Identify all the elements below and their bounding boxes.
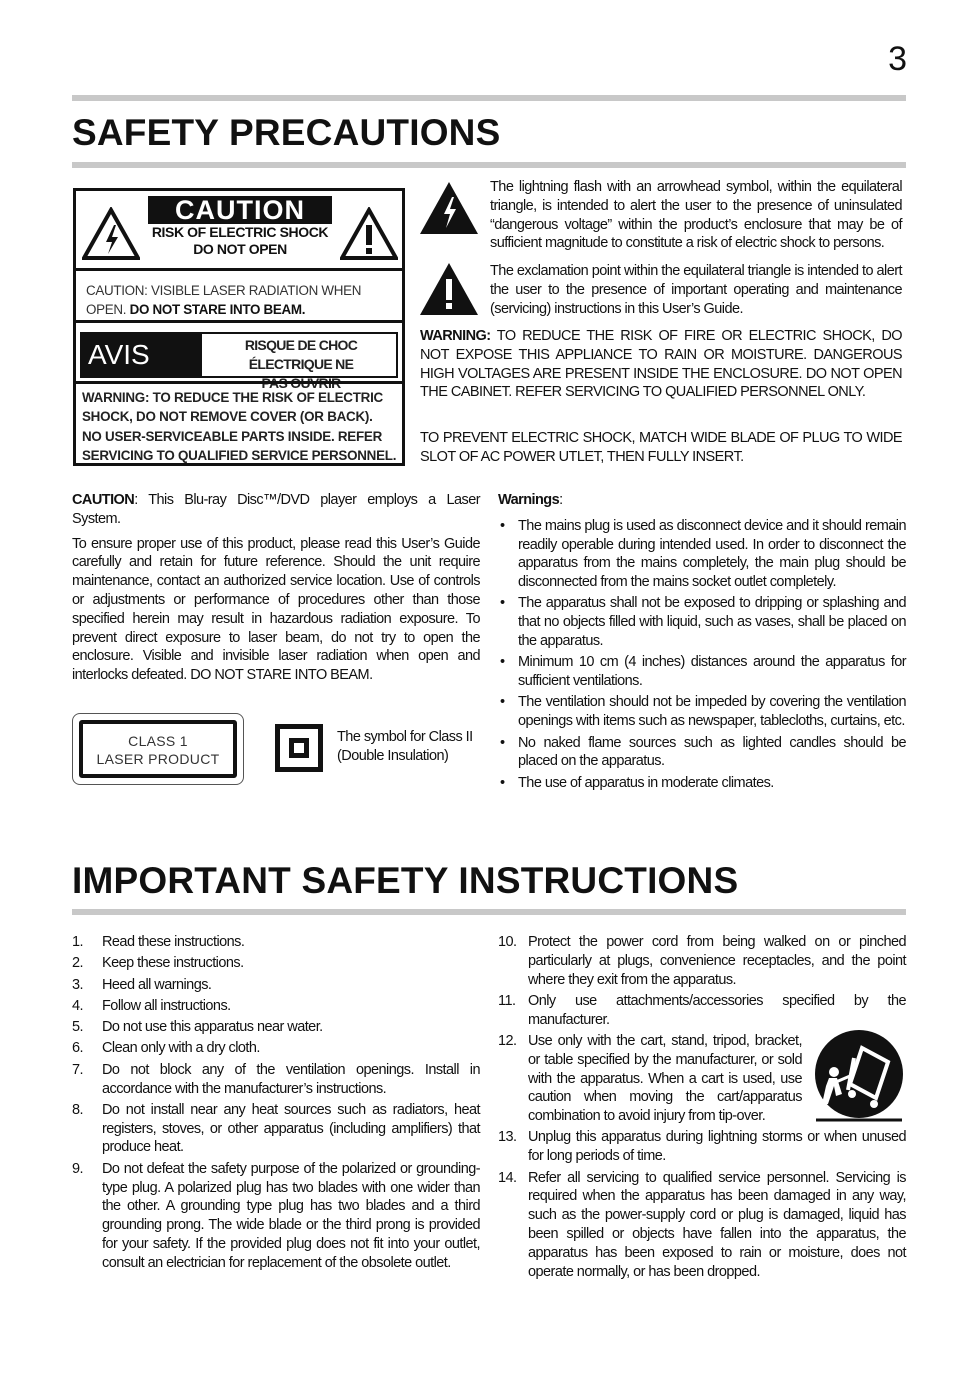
warnings-list xyxy=(498,517,906,793)
lightning-explanation: The lightning flash with an arrowhead symbol, within the equilateral triangle, is intended to alert the user to the presence of uninsulated “dangerous voltage” within the product’s enclosure that may be of sufficient magnitude to constitute a risk of electric shock to persons. xyxy=(490,179,902,252)
instruction-text: Use only with the cart, stand, tripod, bracket, or table specified by the manufacturer, or sold with the apparatus. When a cart is used, use caution when moving the cart/apparatus combination to avoid injury from tip-over. xyxy=(528,1032,802,1125)
caution-sign xyxy=(148,196,332,262)
label-warning-text xyxy=(76,381,402,463)
avis-label: AVIS xyxy=(82,334,202,376)
caution-paragraph xyxy=(72,491,480,529)
instruction-item xyxy=(498,1128,906,1166)
class2-double-insulation-icon xyxy=(275,724,323,772)
warning-item: • No naked flame sources such as lighted candles should be placed on the apparatus. xyxy=(498,734,906,772)
caution-line-2: DO NOT OPEN xyxy=(193,241,287,257)
warn-line-4: SERVICING TO QUALIFIED SERVICE PERSONNEL. xyxy=(82,448,397,464)
instruction-number: 13. xyxy=(498,1129,517,1146)
warn-line-1: WARNING: TO REDUCE THE RISK OF ELECTRIC xyxy=(82,390,383,405)
lightning-triangle-icon xyxy=(419,181,479,235)
instruction-text: Only use attachments/accessories specified by the manufacturer. xyxy=(528,992,906,1028)
instruction-item xyxy=(72,1039,480,1058)
caution-title: CAUTION xyxy=(148,196,332,224)
laser-line-2-bold: DO NOT STARE INTO BEAM. xyxy=(129,302,306,317)
instruction-number: 9. xyxy=(72,1160,83,1177)
instruction-text: Do not install near any heat sources such as radiators, heat registers, stoves, or other apparatus (including amplifiers) that produce heat. xyxy=(102,1101,480,1156)
instruction-item xyxy=(72,954,480,973)
exclamation-explanation: The exclamation point within the equilateral triangle is intended to alert the user to the presence of important operating and maintenance (servicing) instructions in this User’s Guide. xyxy=(490,263,902,317)
laser-line-2 xyxy=(86,300,394,319)
instruction-item xyxy=(498,1169,906,1282)
header-rule xyxy=(72,95,906,101)
instruction-text: Follow all instructions. xyxy=(102,997,231,1014)
caution-line-1: RISK OF ELECTRIC SHOCK xyxy=(151,224,329,240)
instruction-number: 14. xyxy=(498,1169,517,1186)
avis-box xyxy=(80,332,398,391)
exclamation-triangle-icon xyxy=(419,262,479,316)
warnings-section xyxy=(498,491,906,795)
left-column-text xyxy=(72,491,480,685)
warning-item: • Minimum 10 cm (4 inches) distances around the apparatus for sufficient ventilations. xyxy=(498,653,906,691)
cart-tipover-warning-icon xyxy=(812,1028,906,1124)
instruction-text: Do not block any of the ventilation openings. Install in accordance with the manufacturer’s instructions. xyxy=(102,1061,480,1097)
warnings-heading xyxy=(498,491,906,510)
instruction-text: Do not defeat the safety purpose of the polarized or grounding-type plug. A polarized plug has two blades with one wider than the other. A grounding type plug has two blades and a third grounding prong. The wide blade or the third prong is provided for your safety. If the provided plug does not fit into your outlet, consult an electrician for replacement of the obsolete outlet. xyxy=(102,1160,480,1271)
instruction-number: 7. xyxy=(72,1061,83,1078)
fire-shock-warning xyxy=(420,327,902,402)
instruction-number: 3. xyxy=(72,976,83,993)
section-title-safety-precautions: SAFETY PRECAUTIONS xyxy=(72,112,501,153)
laser-paragraph: To ensure proper use of this product, please read this User’s Guide carefully and retain for future reference. Should the unit require maintenance, contact an authorized service location. Use of controls or adjustments or performance of procedures other than those specified herein may result in hazardous radiation exposure. To prevent direct exposure to laser beam, do not try to open the enclosure. Visible and invisible laser radiation when open and interlocks defeated. DO NOT STARE INTO BEAM. xyxy=(72,535,480,684)
laser-line-2-normal: OPEN. xyxy=(86,302,130,317)
caution-label: CAUTION xyxy=(72,492,135,508)
warnings-heading-label: Warnings xyxy=(498,492,560,508)
caution-header xyxy=(76,191,402,271)
instruction-number: 11. xyxy=(498,992,516,1009)
warning-item: • The use of apparatus in moderate climates. xyxy=(498,774,906,793)
warning-item: • The mains plug is used as disconnect device and it should remain readily operable during intended used. In order to disconnect the apparatus from the mains completely, the main plug should be disconnected from the mains socket outlet completely. xyxy=(498,517,906,592)
class1-laser-label xyxy=(72,713,244,785)
instruction-item xyxy=(72,1018,480,1037)
page-number: 3 xyxy=(888,40,906,78)
instruction-item xyxy=(72,997,480,1016)
instruction-text: Unplug this apparatus during lightning storms or when unused for long periods of time. xyxy=(528,1129,906,1165)
warn-line-2: SHOCK, DO NOT REMOVE COVER (OR BACK). xyxy=(82,409,373,425)
warning-label: WARNING: xyxy=(420,328,491,344)
warning-item: • The ventilation should not be impeded by covering the ventilation openings with items such as newspaper, tablecloths, curtains, etc. xyxy=(498,693,906,731)
warning-text: TO REDUCE THE RISK OF FIRE OR ELECTRIC SHOCK, DO NOT EXPOSE THIS APPLIANCE TO RAIN OR MOISTURE. DANGEROUS HIGH VOLTAGES ARE PRESENT INSIDE THE ENCLOSURE. DO NOT OPEN THE CABINET. REFER SERVICING TO QUALIFIED PERSONNEL ONLY. xyxy=(420,328,902,401)
caution-label-panel xyxy=(73,188,405,466)
instruction-text: Refer all servicing to qualified service personnel. Servicing is required when the apparatus has been damaged in any way, such as the power-supply cord or plug is damaged, liquid has been spilled or objects have fallen into the apparatus, the apparatus has been exposed to rain or moisture, does not operate normally, or has been dropped. xyxy=(528,1169,906,1280)
exclamation-warning-icon xyxy=(340,207,398,261)
avis-line-2: PAS OUVRIR xyxy=(261,375,341,391)
laser-caution-text xyxy=(76,271,402,323)
warn-line-3: NO USER-SERVICEABLE PARTS INSIDE. REFER xyxy=(82,428,383,444)
instruction-number: 5. xyxy=(72,1019,83,1036)
instruction-text: Do not use this apparatus near water. xyxy=(102,1019,323,1036)
avis-line-1: RISQUE DE CHOC ÉLECTRIQUE NE xyxy=(244,337,358,372)
instructions-list-left xyxy=(72,933,480,1273)
laser-line-1: CAUTION: VISIBLE LASER RADIATION WHEN xyxy=(86,283,362,298)
instruction-text: Clean only with a dry cloth. xyxy=(102,1040,260,1057)
class2-line-1: The symbol for Class II xyxy=(337,729,473,745)
instruction-number: 4. xyxy=(72,997,83,1014)
instruction-item xyxy=(72,1160,480,1273)
instruction-item xyxy=(498,992,906,1030)
instruction-item xyxy=(72,933,480,952)
instruction-text: Read these instructions. xyxy=(102,934,245,950)
lightning-warning-icon xyxy=(82,207,140,261)
warning-item: • The apparatus shall not be exposed to dripping or splashing and that no objects filled with liquid, such as vases, shall be placed on the apparatus. xyxy=(498,594,906,650)
instruction-item xyxy=(72,1061,480,1099)
instruction-number: 8. xyxy=(72,1101,83,1118)
instruction-number: 2. xyxy=(72,955,83,972)
instruction-number: 1. xyxy=(72,934,83,950)
instruction-number: 12. xyxy=(498,1032,517,1049)
section-rule-2 xyxy=(72,909,906,915)
instruction-item xyxy=(72,976,480,995)
instruction-number: 6. xyxy=(72,1040,83,1057)
instruction-item xyxy=(72,1101,480,1157)
class1-line-2: LASER PRODUCT xyxy=(96,751,220,767)
caution-text: : This Blu-ray Disc™/DVD player employs a Laser System. xyxy=(72,492,480,527)
plug-warning: TO PREVENT ELECTRIC SHOCK, MATCH WIDE BLADE OF PLUG TO WIDE SLOT OF AC POWER UTLET, THEN FULLY INSERT. xyxy=(420,430,902,465)
class1-label-inner xyxy=(79,720,237,778)
instruction-item xyxy=(498,933,906,989)
warnings-heading-colon: : xyxy=(559,492,563,508)
instruction-text: Protect the power cord from being walked on or pinched particularly at plugs, convenience receptacles, and the point where they exit from the apparatus. xyxy=(528,934,906,988)
section-title-important-safety-instructions: IMPORTANT SAFETY INSTRUCTIONS xyxy=(72,860,739,901)
class2-caption xyxy=(337,728,482,766)
instruction-number: 10. xyxy=(498,934,517,950)
class1-line-1: CLASS 1 xyxy=(128,733,188,749)
class2-line-2: (Double Insulation) xyxy=(337,747,449,764)
instruction-text: Heed all warnings. xyxy=(102,976,212,993)
instructions-left xyxy=(72,933,480,1275)
instruction-text: Keep these instructions. xyxy=(102,955,244,972)
section-rule xyxy=(72,162,906,168)
